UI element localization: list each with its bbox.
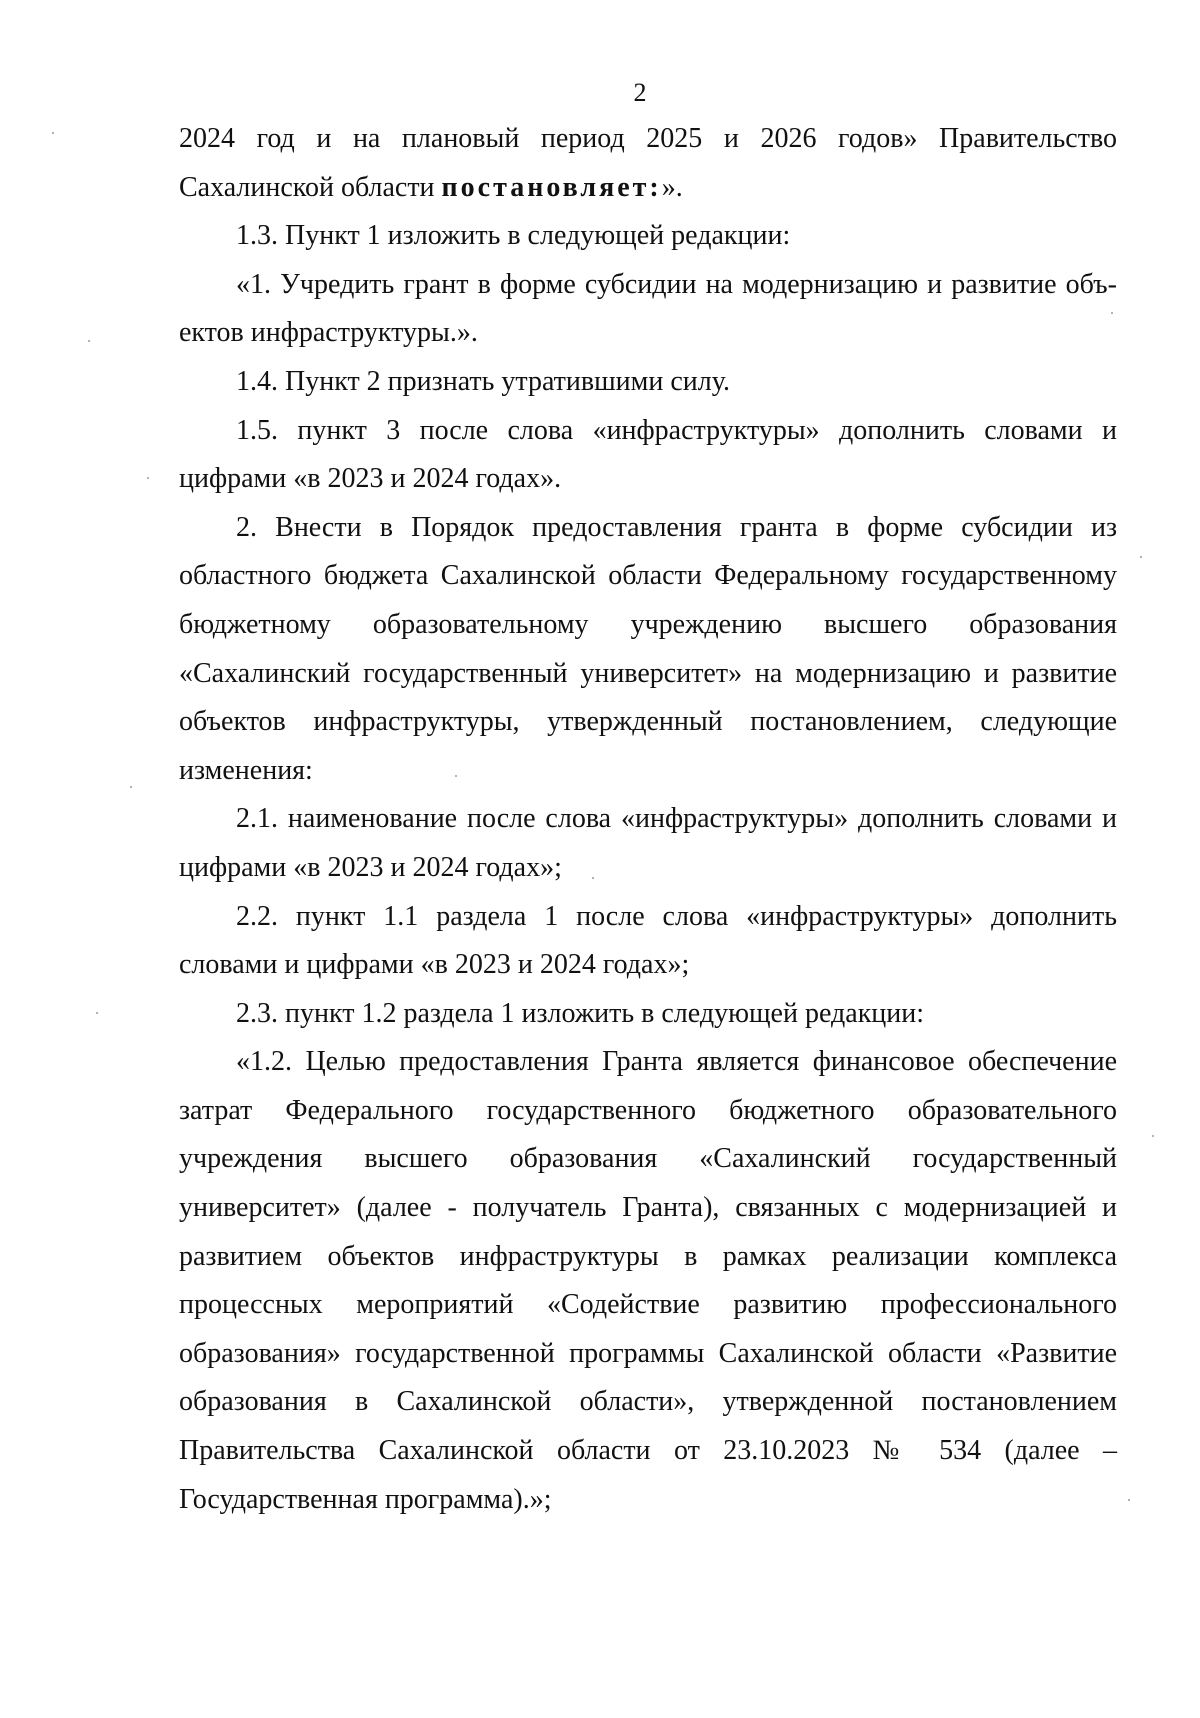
scan-speck bbox=[1140, 556, 1142, 558]
scan-speck bbox=[592, 877, 594, 879]
scan-speck bbox=[88, 340, 90, 342]
scan-speck bbox=[455, 775, 457, 777]
paragraph-quote-1-2: «1.2. Целью предоставления Гранта является финансовое обеспечение затрат Федерального государственного бюджетного образовательного учреждения высшего образования «Сахалинский государственный университет» (далее - получатель Гранта), связанных с модернизацией и развитием объектов инфраструктуры в рамках реализации комплекса процессных мероприятий «Содействие развитию профессионального образования» государственной программы Сахалинской области «Развитие образования в Сахалинской области», утвержденной постановлением Правительства Сахалинской области от 23.10.2023 № 534 (далее – Государственная программа).»; bbox=[179, 1046, 1117, 1515]
scan-speck bbox=[130, 786, 132, 788]
page-number: 2 bbox=[633, 78, 647, 107]
paragraph-item-2-3: 2.3. пункт 1.2 раздела 1 изложить в следующей редакции: bbox=[236, 997, 925, 1029]
paragraph-text: 2024 год и на плановый период 2025 и 2026 годов» Правительство Сахалинской области bbox=[179, 123, 1117, 203]
document-body bbox=[179, 115, 1117, 1524]
paragraph-item-1-5: 1.5. пункт 3 после слова «инфраструктуры» дополнить словами и цифрами «в 2023 и 2024 годах». bbox=[179, 414, 1117, 495]
paragraph-continuation bbox=[179, 115, 1117, 212]
paragraph-quote-1: «1. Учредить грант в форме субсидии на модернизацию и развитие объектов инфраструктуры.». bbox=[179, 268, 1117, 349]
scan-speck bbox=[1111, 312, 1113, 314]
paragraph-text: ». bbox=[661, 171, 683, 203]
paragraph-item-2-2: 2.2. пункт 1.1 раздела 1 после слова «инфраструктуры» дополнить словами и цифрами «в 2023 и 2024 годах»; bbox=[179, 900, 1117, 981]
resolution-keyword: постановляет: bbox=[441, 171, 662, 203]
paragraph-item-1-3: 1.3. Пункт 1 изложить в следующей редакции: bbox=[236, 220, 791, 252]
scan-speck bbox=[96, 1012, 98, 1014]
paragraph-item-2: 2. Внести в Порядок предоставления гранта в форме субсидии из областного бюджета Сахалинской области Федеральному государственному бюджетному образовательному учреждению высшего образования «Сахалинский государственный университет» на модернизацию и развитие объектов инфраструктуры, утвержденный постановлением, следующие изменения: bbox=[179, 511, 1117, 786]
scan-speck bbox=[147, 477, 149, 479]
paragraph-item-2-1: 2.1. наименование после слова «инфраструктуры» дополнить словами и цифрами «в 2023 и 2024 годах»; bbox=[179, 803, 1117, 883]
scan-speck bbox=[52, 132, 54, 134]
paragraph-item-1-4: 1.4. Пункт 2 признать утратившими силу. bbox=[236, 365, 730, 397]
scan-speck bbox=[1128, 1499, 1130, 1501]
scan-speck bbox=[1152, 1135, 1154, 1137]
